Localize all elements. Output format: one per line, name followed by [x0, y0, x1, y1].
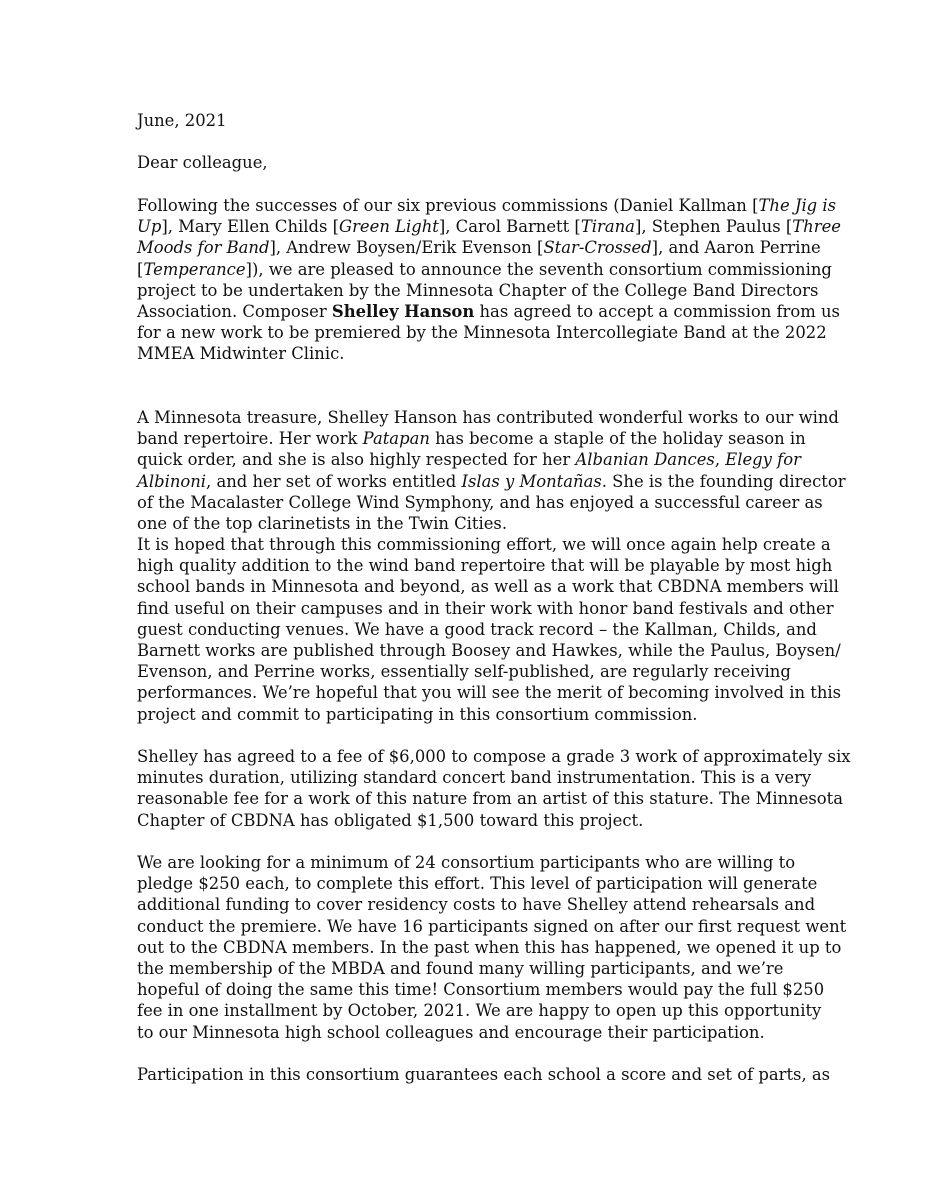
text-line: band repertoire. Her work Patapan has become a staple of the holiday season in	[137, 429, 806, 449]
text-line: Albinoni, and her set of works entitled Islas y Montañas. She is the founding director	[137, 471, 846, 491]
text-line: Up], Mary Ellen Childs [Green Light], Carol Barnett [Tirana], Stephen Paulus [Three	[137, 217, 841, 237]
text-line: A Minnesota treasure, Shelley Hanson has contributed wonderful works to our wind	[137, 408, 839, 427]
paragraph-benefits: Participation in this consortium guarantees each school a score and set of parts, as	[137, 1065, 831, 1084]
text-line: Moods for Band], Andrew Boysen/Erik Evenson [Star-Crossed], and Aaron Perrine	[137, 238, 821, 258]
text-line: Association. Composer Shelley Hanson has agreed to accept a commission from us	[137, 302, 840, 322]
composer-name: Shelley Hanson	[331, 302, 475, 322]
paragraph-participants: We are looking for a minimum of 24 consortium participants who are willing to pledge $250 each, to complete this effort. This level of participation will generate additional funding to cover residency costs to have Shelley attend rehearsals and conduct the premiere. We have 16 participants signed on after our first request went out to the CBDNA members. In the past when this has happened, we opened it up to the membership of the MBDA and found many willing participants, and we’re hopeful of doing the same this time! Consortium members would pay the full $250 fee in one installment by October, 2021. We are happy to open up this opportunity to our Minnesota high school colleagues and encourage their participation.	[137, 853, 847, 1042]
paragraph-announcement	[137, 195, 841, 365]
text-line: for a new work to be premiered by the Minnesota Intercollegiate Band at the 2022	[137, 323, 827, 343]
text-line: MMEA Midwinter Clinic.	[137, 344, 345, 364]
salutation: Dear colleague,	[137, 153, 268, 172]
paragraph-goals: It is hoped that through this commissioning effort, we will once again help create a high quality addition to the wind band repertoire that will be playable by most high school bands in Minnesota and beyond, as well as a work that CBDNA members will find useful on their campuses and in their work with honor band festivals and other guest conducting venues. We have a good track record – the Kallman, Childs, and Barnett works are published through Boosey and Hawkes, while the Paulus, Boysen/ Evenson, and Perrine works, essentially self-published, are regularly receiving performances. We’re hopeful that you will see the merit of becoming involved in this project and commit to participating in this consortium commission.	[137, 535, 842, 724]
text-line: Following the successes of our six previous commissions (Daniel Kallman [The Jig is	[137, 196, 837, 215]
letter-date: June, 2021	[137, 111, 227, 130]
text-line: of the Macalaster College Wind Symphony, and has enjoyed a successful career as	[137, 492, 823, 512]
text-line: [Temperance]), we are pleased to announce the seventh consortium commissioning	[137, 259, 832, 279]
paragraph-composer-bio	[137, 407, 846, 534]
text-line: project to be undertaken by the Minnesota Chapter of the College Band Directors	[137, 280, 819, 300]
text-line: one of the top clarinetists in the Twin Cities.	[137, 514, 508, 534]
paragraph-fee: Shelley has agreed to a fee of $6,000 to compose a grade 3 work of approximately six minutes duration, utilizing standard concert band instrumentation. This is a very reasonable fee for a work of this nature from an artist of this stature. The Minnesota Chapter of CBDNA has obligated $1,500 toward this project.	[137, 747, 851, 830]
text-line: quick order, and she is also highly respected for her Albanian Dances, Elegy for	[137, 450, 801, 470]
